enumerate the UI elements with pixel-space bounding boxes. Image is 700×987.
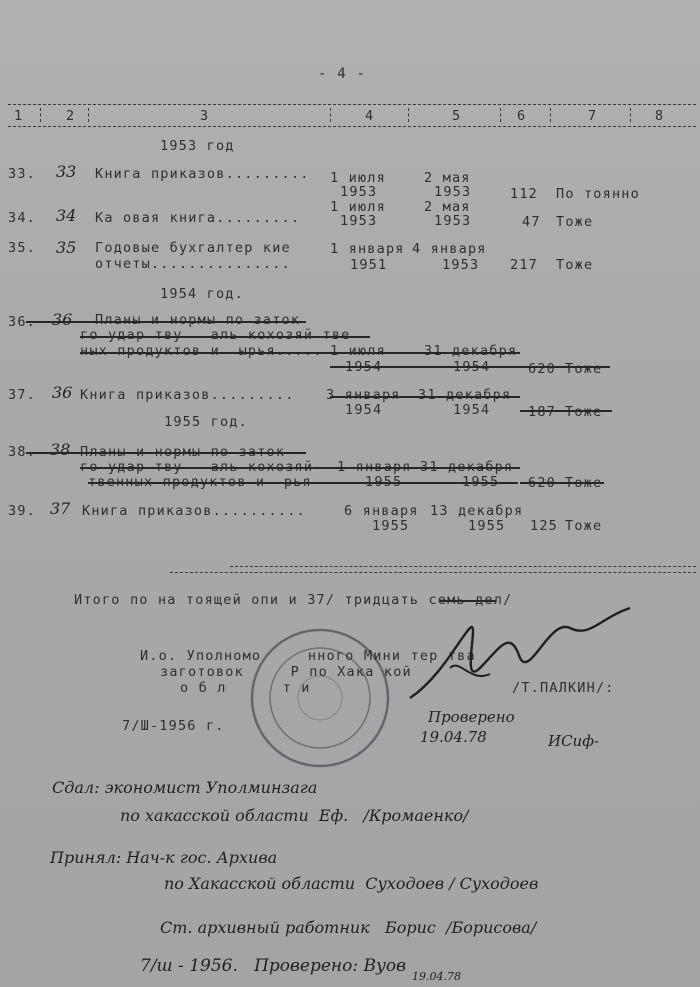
table-bottom-rule [170, 572, 696, 573]
row-date-end: 31 декабря [424, 343, 518, 359]
row-title-3: ных продуктов и ырья..... [80, 343, 323, 359]
row-title-2: го удар тву аль кохозяй- [80, 459, 323, 475]
row-term: Тоже [565, 361, 603, 377]
strike-line [330, 396, 520, 398]
row-num: 36. [8, 314, 36, 330]
row-date-end-year: 1953 [434, 184, 472, 200]
row-num-hand: 33 [56, 162, 77, 181]
row-num: 33. [8, 166, 36, 182]
section-1954: 1954 год. [160, 286, 244, 302]
row-date-start: 1 января [330, 241, 405, 257]
row-date-start-year: 1954 [345, 359, 383, 375]
row-date-start: 1 января [337, 459, 412, 475]
section-1955: 1955 год. [164, 414, 248, 430]
handwritten-line-1: Сдал: экономист Уполминзага [52, 778, 318, 797]
row-date-end: 13 декабря [430, 503, 524, 519]
row-date-end: 31 декабря [420, 459, 514, 475]
row-date-end-year: 1953 [434, 213, 472, 229]
col-8: 8 [655, 108, 665, 124]
total-line: Итого по на тоящей опи и 37/ тридцать семь дел/ [74, 592, 513, 608]
row-count: 125 [530, 518, 558, 534]
row-title: Годовые бухгалтер кие [95, 240, 291, 256]
row-num-hand: 36 [52, 310, 73, 329]
strike-line [330, 366, 610, 368]
col-separator [88, 108, 89, 122]
strike-line [80, 467, 520, 469]
col-4: 4 [365, 108, 375, 124]
handwritten-line-4: по Хакасской области Суходоев / Суходоев [164, 874, 539, 893]
sign-name: /Т.ПАЛКИН/: [512, 680, 615, 696]
row-date-start-year: 1955 [365, 474, 403, 490]
row-title: Книга приказов.......... [82, 503, 306, 519]
row-count: 187 [528, 404, 556, 420]
sign-line-2: заготовок Р по Хака кой [160, 664, 412, 680]
row-date-end: 31 декабря [418, 387, 512, 403]
row-term: Тоже [556, 257, 594, 273]
row-num: 35. [8, 240, 36, 256]
row-title-2: го удар тву аль кохозяй тве [80, 327, 351, 343]
row-title-3: твенных продуктов и рья [88, 474, 312, 490]
sign-date: 7/Ш-1956 г. [122, 718, 225, 734]
strike-line [80, 352, 520, 354]
row-count: 217 [510, 257, 538, 273]
row-date-end-year: 1955 [462, 474, 500, 490]
handwritten-line-2: по хакасской области Еф. /Кромаенко/ [120, 806, 469, 825]
col-separator [550, 108, 551, 122]
row-title-2: отчеты............... [95, 256, 291, 272]
row-num: 37. [8, 387, 36, 403]
header-bottom-rule [8, 126, 696, 127]
row-date-start-year: 1953 [340, 184, 378, 200]
header-top-rule [8, 104, 696, 105]
row-num: 34. [8, 210, 36, 226]
sign-line-1: И.о. Уполномо нного Мини тер тва [140, 648, 476, 664]
table-bottom-rule [230, 566, 696, 567]
row-term: Тоже [565, 518, 603, 534]
row-title: Планы и нормы по заток [95, 312, 301, 328]
col-1: 1 [14, 108, 24, 124]
col-separator [40, 108, 41, 122]
stamp-seal [246, 624, 394, 772]
row-date-start-year: 1953 [340, 213, 378, 229]
row-date-end-year: 1954 [453, 359, 491, 375]
section-1953: 1953 год [160, 138, 235, 154]
col-6: 6 [517, 108, 527, 124]
handwritten-line-7: 19.04.78 [412, 970, 461, 983]
row-date-end: 4 января [412, 241, 487, 257]
row-date-start-year: 1951 [350, 257, 388, 273]
row-date-end: 2 мая [424, 170, 471, 186]
row-num-hand: 37 [50, 499, 71, 518]
row-date-start-year: 1954 [345, 402, 383, 418]
col-7: 7 [588, 108, 598, 124]
col-separator [408, 108, 409, 122]
row-count: 620 [528, 475, 556, 491]
col-3: 3 [200, 108, 210, 124]
row-num: 38. [8, 444, 36, 460]
row-num: 39. [8, 503, 36, 519]
checked-date: 19.04.78 [420, 728, 487, 746]
row-date-end-year: 1953 [442, 257, 480, 273]
row-date-end: 2 мая [424, 199, 471, 215]
row-date-start: 1 июля [330, 343, 386, 359]
row-date-start: 6 января [344, 503, 419, 519]
checked-signature: ИСиф- [548, 732, 600, 750]
row-num-hand: 35 [56, 238, 77, 257]
row-date-start-year: 1955 [372, 518, 410, 534]
col-separator [500, 108, 501, 122]
handwritten-line-5: Ст. архивный работник Борис /Борисова/ [160, 918, 537, 937]
row-count: 620 [528, 361, 556, 377]
row-date-end-year: 1955 [468, 518, 506, 534]
strike-line [520, 482, 604, 484]
row-num-hand: 36 [52, 383, 73, 402]
strike-line [26, 321, 306, 323]
col-separator [330, 108, 331, 122]
row-title: Планы и нормы по заток [80, 444, 286, 460]
row-date-start: 1 июля [330, 170, 386, 186]
signature-scribble [400, 598, 650, 708]
handwritten-line-3: Принял: Нач-к гос. Архива [50, 848, 278, 867]
sign-line-3: о б л т и [180, 680, 311, 696]
row-term: Тоже [556, 214, 594, 230]
row-date-end-year: 1954 [453, 402, 491, 418]
row-term: Тоже [565, 475, 603, 491]
row-date-start: 3 января [326, 387, 401, 403]
row-title: Книга приказов......... [80, 387, 295, 403]
row-title: Книга приказов......... [95, 166, 310, 182]
checked-label: Проверено [428, 708, 515, 726]
strike-line [80, 336, 370, 338]
row-title: Ка овая книга......... [95, 210, 301, 226]
page-number: - 4 - [318, 66, 367, 82]
strike-line [88, 482, 518, 484]
row-term: Тоже [565, 404, 603, 420]
row-num-hand: 38 [50, 440, 71, 459]
handwritten-line-6: 7/ш - 1956. Проверено: Вуов [140, 956, 406, 976]
row-date-start: 1 июля [330, 199, 386, 215]
strike-line [26, 452, 306, 454]
row-count: 47 [522, 214, 541, 230]
strike-line [520, 410, 612, 412]
row-num-hand: 34 [56, 206, 77, 225]
col-2: 2 [66, 108, 76, 124]
col-separator [630, 108, 631, 122]
col-5: 5 [452, 108, 462, 124]
row-count: 112 [510, 186, 538, 202]
row-term: По тоянно [556, 186, 640, 202]
